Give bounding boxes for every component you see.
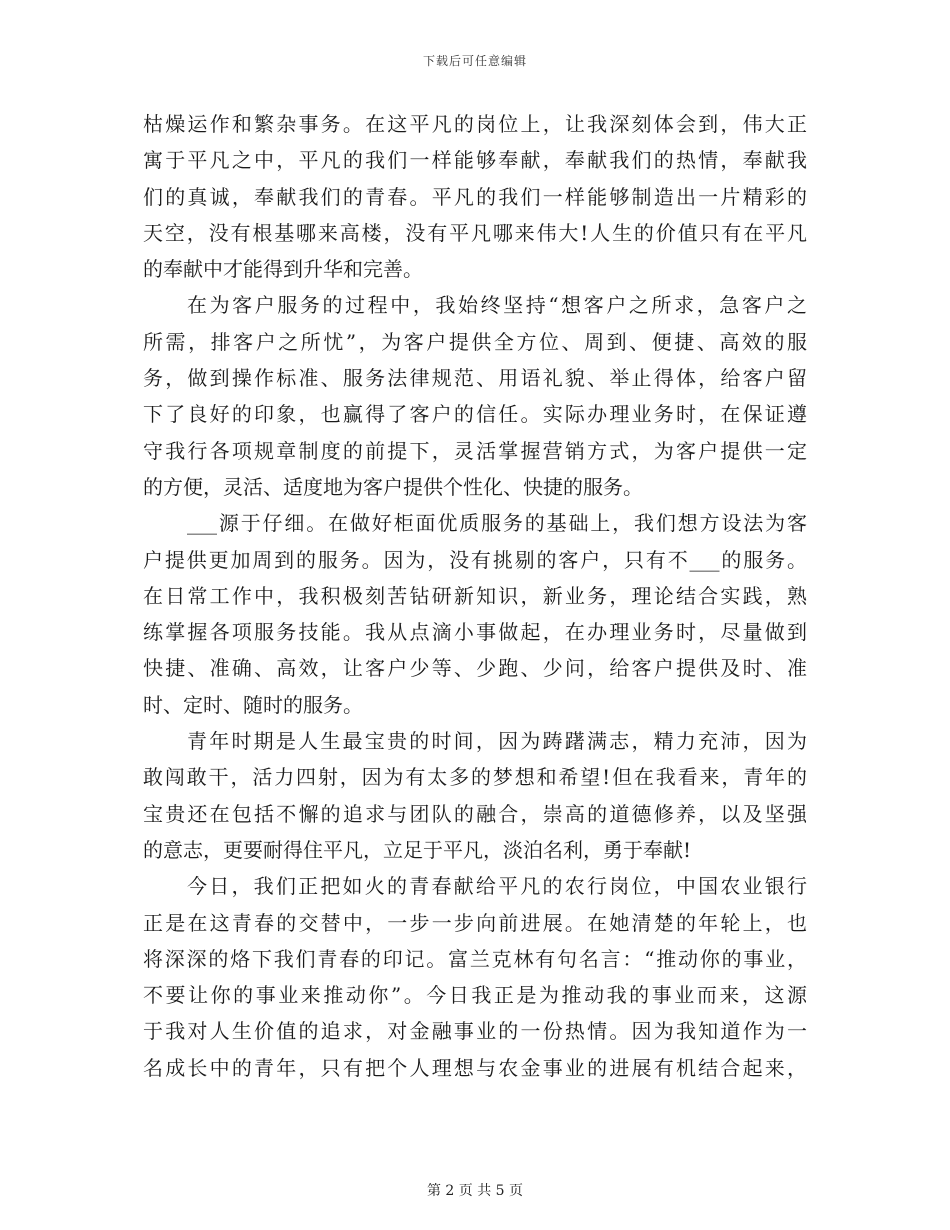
text-line: 守我行各项规章制度的前提下，灵活掌握营销方式，为客户提供一定: [143, 438, 807, 463]
document-body: [143, 106, 807, 1086]
text-line: 们的真诚，奉献我们的青春。平凡的我们一样能够制造出一片精彩的: [143, 184, 807, 209]
text-line: 寓于平凡之中，平凡的我们一样能够奉献，奉献我们的热情，奉献我: [143, 148, 807, 173]
text-line: 天空，没有根基哪来高楼，没有平凡哪来伟大!人生的价值只有在平凡: [143, 220, 807, 245]
text-line: 练掌握各项服务技能。我从点滴小事做起，在办理业务时，尽量做到: [143, 620, 807, 645]
text-line: 所需，排客户之所忧”，为客户提供全方位、周到、便捷、高效的服: [143, 329, 807, 354]
text-line: 的方便，灵活、适度地为客户提供个性化、快捷的服务。: [143, 474, 643, 499]
text-line: 宝贵还在包括不懈的追求与团队的融合，崇高的道德修养，以及坚强: [143, 801, 807, 826]
text-line: 正是在这青春的交替中，一步一步向前进展。在她清楚的年轮上，也: [143, 910, 807, 935]
text-line: 在为客户服务的过程中，我始终坚持“想客户之所求，急客户之: [187, 293, 807, 318]
text-line: 快捷、准确、高效，让客户少等、少跑、少问，给客户提供及时、准: [143, 656, 807, 681]
text-line: 敢闯敢干，活力四射，因为有太多的梦想和希望!但在我看来，青年的: [143, 765, 807, 790]
text-line: 今日，我们正把如火的青春献给平凡的农行岗位，中国农业银行: [187, 874, 807, 899]
text-line: 下了良好的印象，也赢得了客户的信任。实际办理业务时，在保证遵: [143, 402, 807, 427]
text-line: 时、定时、随时的服务。: [143, 692, 363, 717]
text-line: 的奉献中才能得到升华和完善。: [143, 257, 423, 282]
text-line: 务，做到操作标准、服务法律规范、用语礼貌、举止得体，给客户留: [143, 366, 807, 391]
text-line: 的意志，更要耐得住平凡，立足于平凡，淡泊名利，勇于奉献!: [143, 837, 692, 862]
text-line: 青年时期是人生最宝贵的时间，因为踌躇满志，精力充沛，因为: [187, 729, 807, 754]
text-line: ___源于仔细。在做好柜面优质服务的基础上，我们想方设法为客: [187, 511, 807, 536]
text-line: 名成长中的青年，只有把个人理想与农金事业的进展有机结合起来，: [143, 1055, 807, 1080]
text-line: 不要让你的事业来推动你”。今日我正是为推动我的事业而来，这源: [143, 983, 807, 1008]
text-line: 户提供更加周到的服务。因为，没有挑剔的客户，只有不___的服务。: [143, 547, 807, 572]
text-line: 将深深的烙下我们青春的印记。富兰克林有句名言：“推动你的事业，: [143, 946, 807, 971]
page-header: 下载后可任意编辑: [422, 54, 527, 68]
page-footer: 第 2 页 共 5 页: [426, 1183, 524, 1199]
text-line: 枯燥运作和繁杂事务。在这平凡的岗位上，让我深刻体会到，伟大正: [143, 112, 807, 136]
text-line: 于我对人生价值的追求，对金融事业的一份热情。因为我知道作为一: [143, 1019, 807, 1044]
text-line: 在日常工作中，我积极刻苦钻研新知识，新业务，理论结合实践，熟: [143, 583, 807, 608]
